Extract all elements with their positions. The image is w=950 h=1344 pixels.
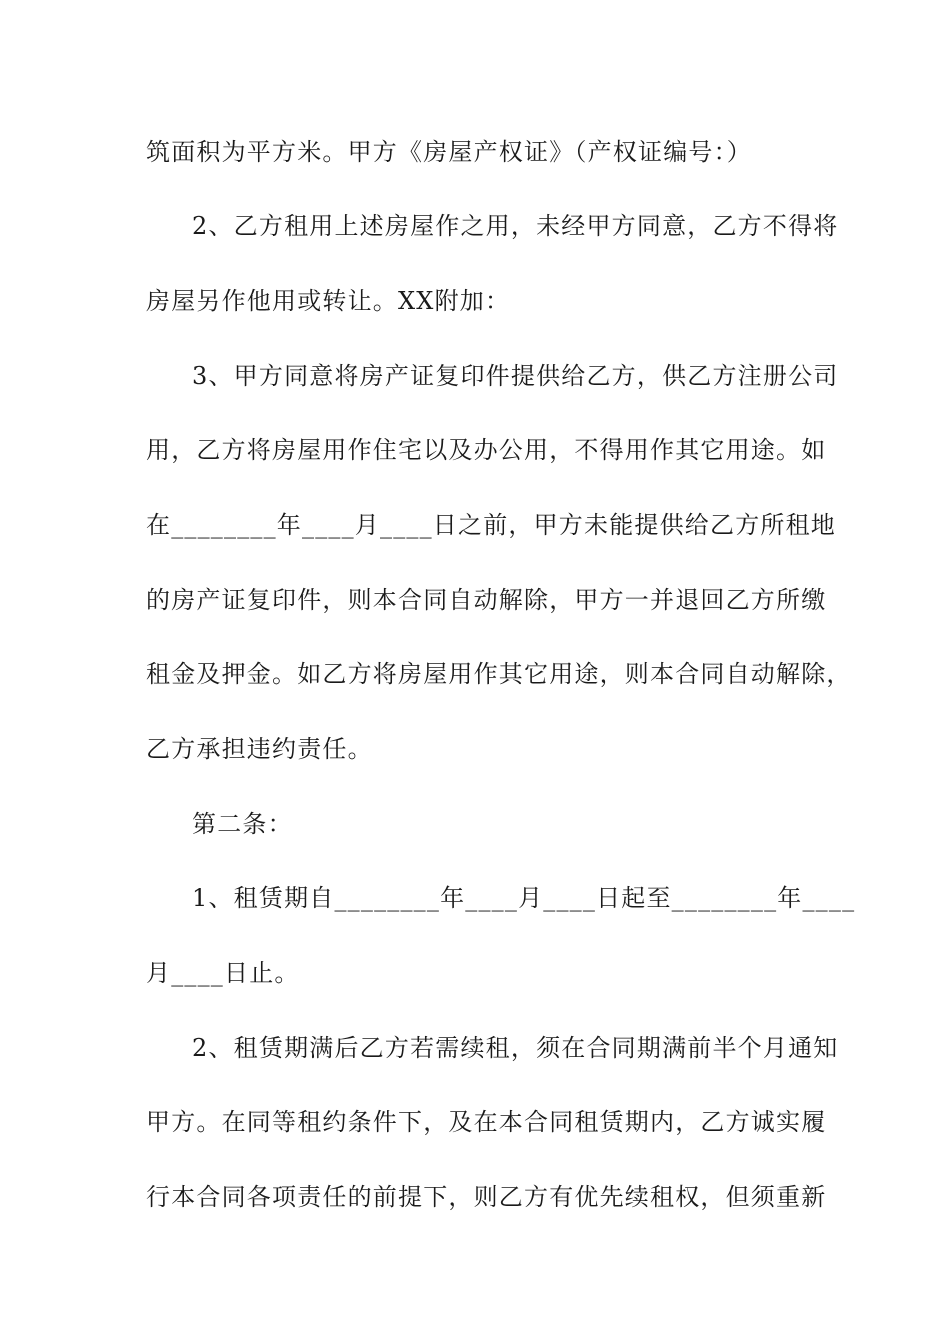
text-line-12: 月____日止。 [146, 959, 300, 987]
text-line-3: 房屋另作他用或转让。XX附加： [146, 287, 511, 315]
text-line-1: 筑面积为平方米。甲方《房屋产权证》（产权证编号：） [146, 138, 752, 166]
text-line-7: 的房产证复印件，则本合同自动解除，甲方一并退回乙方所缴 [146, 586, 827, 614]
text-line-15: 行本合同各项责任的前提下，则乙方有优先续租权，但须重新 [146, 1183, 827, 1211]
text-line-2: 2、乙方租用上述房屋作之用，未经甲方同意，乙方不得将 [192, 212, 839, 240]
text-line-13: 2、租赁期满后乙方若需续租，须在合同期满前半个月通知 [192, 1034, 839, 1062]
text-line-11: 1、租赁期自________年____月____日起至________年____ [192, 884, 856, 912]
text-line-5: 用，乙方将房屋用作住宅以及办公用，不得用作其它用途。如 [146, 436, 827, 464]
text-line-9: 乙方承担违约责任。 [146, 735, 373, 763]
text-line-6: 在________年____月____日之前，甲方未能提供给乙方所租地 [146, 511, 836, 539]
text-line-14: 甲方。在同等租约条件下，及在本合同租赁期内，乙方诚实履 [146, 1108, 827, 1136]
text-line-4: 3、甲方同意将房产证复印件提供给乙方，供乙方注册公司 [192, 362, 839, 390]
section-heading: 第二条： [192, 810, 293, 838]
text-line-8: 租金及押金。如乙方将房屋用作其它用途，则本合同自动解除， [146, 660, 852, 688]
